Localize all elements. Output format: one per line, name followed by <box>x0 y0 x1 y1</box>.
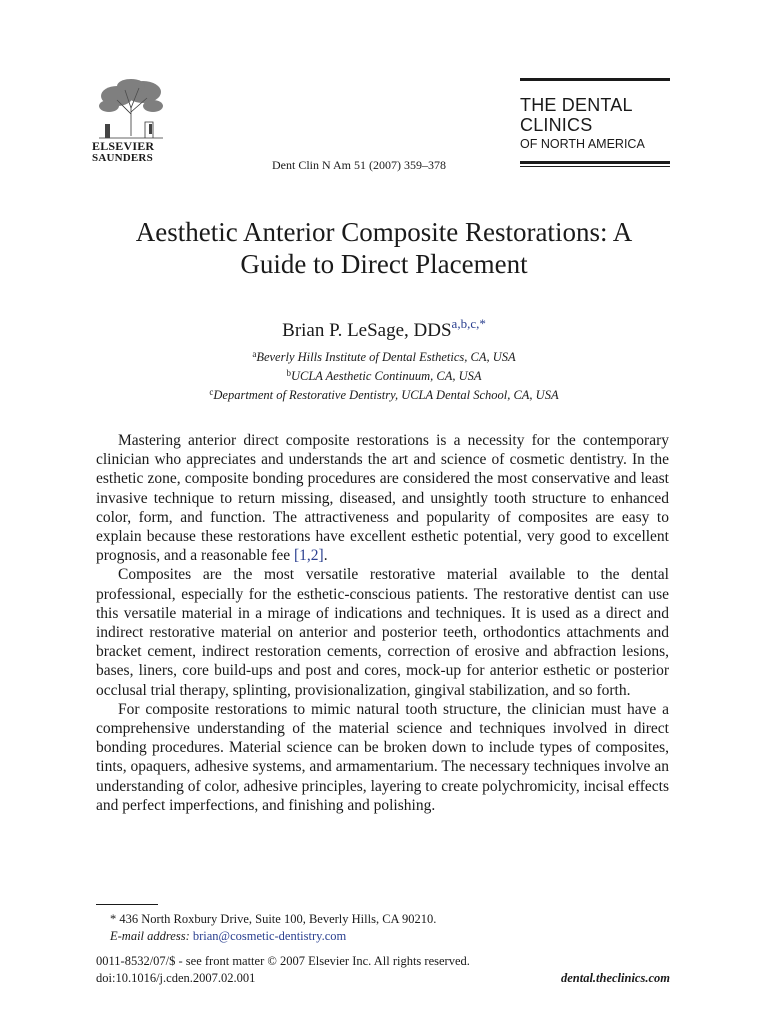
author-affiliation-marks[interactable]: a,b,c,* <box>451 316 486 331</box>
email-link[interactable]: brian@cosmetic-dentistry.com <box>192 929 347 943</box>
affiliation-b: $^b$UCLA Aesthetic Continuum, CA, USA <box>286 368 482 383</box>
paragraph-1: Mastering anterior direct composite restorations is a necessity for the contemporary clinician who appreciates and understands the art and science of cosmetic dentistry. In the esthetic zone, composite bonding procedures are considered the most conservative and least invasive technique to return missing, diseased, and unsightly tooth structure to enhanced color, form, and function. The attractiveness and popularity of composites are easy to explain because these restorations have excellent esthetic potential, very good to excellent prognosis, and a reasonable fee [1,2]. <box>96 432 669 565</box>
journal-title-line3: OF NORTH AMERICA <box>520 137 645 151</box>
paragraph-3: For composite restorations to mimic natural tooth structure, the clinician must have a comprehensive understanding of the material science and techniques involved in direct bonding procedures. Material science can be broken down to include types of composites, tints, opaquers, adhesive systems, and armamentarium. The necessary techniques involve an understanding of color, adhesive principles, layering to create polychromicity, incisal effects and perfect imperfections, and finishing and polishing. <box>96 700 669 814</box>
affiliation-a: $^a$Beverly Hills Institute of Dental Esthetics, CA, USA <box>252 349 516 364</box>
publisher-logo <box>92 78 184 164</box>
affiliations <box>96 346 672 403</box>
journal-title-line2: CLINICS <box>520 115 593 135</box>
corresponding-author-mark[interactable]: * <box>479 316 486 331</box>
author-name: Brian P. LeSage, DDS <box>282 320 452 341</box>
footnote-address: * 436 North Roxbury Drive, Suite 100, Beverly Hills, CA 90210. <box>110 912 437 926</box>
footnote-rule <box>96 904 158 905</box>
author-line <box>130 316 638 342</box>
masthead-rule-thin <box>520 166 670 167</box>
article-body <box>96 431 669 815</box>
journal-website[interactable]: dental.theclinics.com <box>560 971 670 985</box>
journal-masthead <box>520 78 670 167</box>
elsevier-tree-icon <box>95 78 167 140</box>
paragraph-2: Composites are the most versatile restorative material available to the dental professional, especially for the esthetic-conscious patients. The restorative dentist can use this versatile material in a mirage of indications and techniques. It is used as a direct and indirect restorative material on anterior and posterior teeth, orthodontics attachments and bracket cement, indirect restoration cements, correction of erosive and abfraction lesions, bases, liners, core build-ups and post and cores, mock-up for anterior esthetic or posterior occlusal trial therapy, splinting, provisionalization, gingival stabilization, and so forth. <box>96 566 669 699</box>
article-title: Aesthetic Anterior Composite Restorations: A Guide to Direct Placement <box>135 217 633 279</box>
journal-title-line1: THE DENTAL <box>520 95 633 115</box>
publisher-imprint: SAUNDERS <box>92 152 153 164</box>
affiliation-c: $^c$Department of Restorative Dentistry, UCLA Dental School, CA, USA <box>209 387 559 402</box>
copyright-line: 0011-8532/07/$ - see front matter © 2007 Elsevier Inc. All rights reserved. <box>96 954 470 968</box>
footnote-email-line <box>110 928 670 945</box>
publisher-name: ELSEVIER <box>92 139 155 153</box>
footnote <box>110 911 670 945</box>
page-footer <box>96 953 670 987</box>
email-label: E-mail address: <box>110 929 190 943</box>
doi[interactable]: doi:10.1016/j.cden.2007.02.001 <box>96 971 256 985</box>
masthead-rule-top <box>520 78 670 81</box>
reference-link-1-2[interactable]: [1,2] <box>293 547 324 565</box>
journal-citation: Dent Clin N Am 51 (2007) 359–378 <box>272 158 446 172</box>
masthead-rule-bottom <box>520 161 670 164</box>
